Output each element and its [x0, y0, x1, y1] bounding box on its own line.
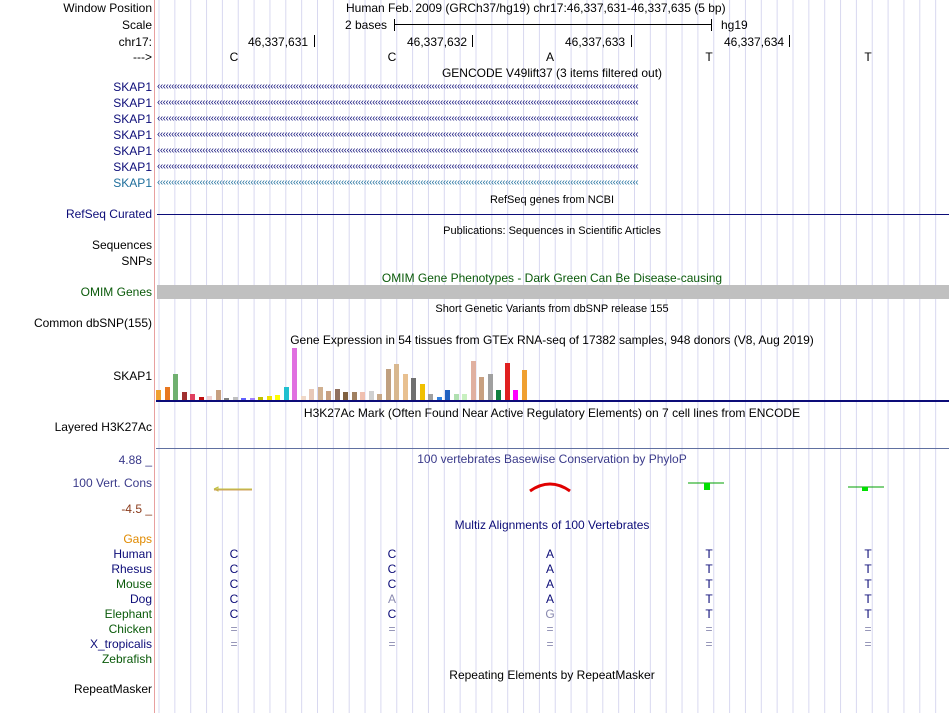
gtex-bar-chart[interactable]: [156, 348, 556, 400]
dbsnp-track-title[interactable]: Short Genetic Variants from dbSNP release 155: [435, 303, 669, 315]
alignment-base: =: [546, 637, 554, 651]
position-tick: [314, 35, 315, 47]
h3k27ac-track-title[interactable]: H3K27Ac Mark (Often Found Near Active Regulatory Elements) on 7 cell lines from ENCODE: [303, 406, 801, 420]
alignment-base: T: [864, 562, 872, 576]
reference-base: C: [387, 50, 397, 64]
omim-track-title[interactable]: OMIM Gene Phenotypes - Dark Green Can Be Disease-causing: [381, 271, 723, 285]
gencode-gene-arrows[interactable]: ‹‹‹‹‹‹‹‹‹‹‹‹‹‹‹‹‹‹‹‹‹‹‹‹‹‹‹‹‹‹‹‹‹‹‹‹‹‹‹‹‹‹‹‹‹‹‹‹‹‹‹‹‹‹‹‹‹‹‹‹‹‹‹‹‹‹‹‹‹‹‹‹‹‹‹‹‹‹‹‹‹‹‹‹‹‹‹‹‹‹‹‹‹‹‹‹‹‹‹‹‹‹‹‹‹‹‹‹‹‹‹‹‹‹‹‹‹‹‹‹‹‹‹‹‹‹‹‹‹‹‹‹‹‹‹‹‹‹‹‹‹‹‹‹‹‹‹‹‹‹‹‹‹‹‹‹‹‹‹‹‹‹‹‹‹‹‹‹‹‹: [157, 129, 639, 140]
gencode-item-label[interactable]: SKAP1: [113, 112, 152, 126]
gtex-tissue-bar[interactable]: [411, 378, 416, 400]
snps-label[interactable]: SNPs: [121, 254, 152, 268]
phylop-min-label: -4.5 _: [121, 502, 152, 516]
gencode-item-label[interactable]: SKAP1: [113, 128, 152, 142]
alignment-base: =: [864, 622, 872, 636]
phylop-track-title[interactable]: 100 vertebrates Basewise Conservation by PhyloP: [417, 452, 687, 466]
phylop-bar: [862, 487, 868, 491]
species-label[interactable]: Gaps: [123, 532, 152, 546]
alignment-base: C: [229, 577, 239, 591]
gencode-gene-arrows[interactable]: ‹‹‹‹‹‹‹‹‹‹‹‹‹‹‹‹‹‹‹‹‹‹‹‹‹‹‹‹‹‹‹‹‹‹‹‹‹‹‹‹‹‹‹‹‹‹‹‹‹‹‹‹‹‹‹‹‹‹‹‹‹‹‹‹‹‹‹‹‹‹‹‹‹‹‹‹‹‹‹‹‹‹‹‹‹‹‹‹‹‹‹‹‹‹‹‹‹‹‹‹‹‹‹‹‹‹‹‹‹‹‹‹‹‹‹‹‹‹‹‹‹‹‹‹‹‹‹‹‹‹‹‹‹‹‹‹‹‹‹‹‹‹‹‹‹‹‹‹‹‹‹‹‹‹‹‹‹‹‹‹‹‹‹‹‹‹‹‹‹‹: [157, 113, 639, 124]
alignment-base: A: [545, 547, 555, 561]
alignment-base: C: [387, 577, 397, 591]
gtex-tissue-bar[interactable]: [309, 389, 314, 400]
sequences-label[interactable]: Sequences: [91, 238, 152, 252]
species-label[interactable]: Dog: [129, 592, 152, 606]
gtex-tissue-bar[interactable]: [284, 387, 289, 400]
alignment-base: T: [864, 592, 872, 606]
gencode-item-label[interactable]: SKAP1: [113, 144, 152, 158]
gtex-tissue-bar[interactable]: [318, 387, 323, 400]
gtex-tissue-bar[interactable]: [335, 389, 340, 400]
gtex-tissue-bar[interactable]: [420, 384, 425, 400]
gtex-tissue-bar[interactable]: [343, 392, 348, 400]
gtex-tissue-bar[interactable]: [488, 374, 493, 400]
gtex-tissue-bar[interactable]: [522, 370, 527, 400]
alignment-base: =: [705, 622, 713, 636]
scale-value: 2 bases: [345, 18, 388, 32]
gtex-tissue-bar[interactable]: [403, 374, 408, 400]
gencode-gene-arrows[interactable]: ‹‹‹‹‹‹‹‹‹‹‹‹‹‹‹‹‹‹‹‹‹‹‹‹‹‹‹‹‹‹‹‹‹‹‹‹‹‹‹‹‹‹‹‹‹‹‹‹‹‹‹‹‹‹‹‹‹‹‹‹‹‹‹‹‹‹‹‹‹‹‹‹‹‹‹‹‹‹‹‹‹‹‹‹‹‹‹‹‹‹‹‹‹‹‹‹‹‹‹‹‹‹‹‹‹‹‹‹‹‹‹‹‹‹‹‹‹‹‹‹‹‹‹‹‹‹‹‹‹‹‹‹‹‹‹‹‹‹‹‹‹‹‹‹‹‹‹‹‹‹‹‹‹‹‹‹‹‹‹‹‹‹‹‹‹‹‹‹‹‹: [157, 81, 639, 92]
alignment-base: T: [705, 562, 713, 576]
position-label: 46,337,631: [248, 35, 309, 49]
species-label[interactable]: X_tropicalis: [89, 637, 152, 651]
species-label[interactable]: Human: [113, 547, 152, 561]
reference-base: T: [705, 50, 713, 64]
alignment-base: A: [387, 592, 397, 606]
reference-base: C: [229, 50, 239, 64]
scale-label: Scale: [121, 18, 152, 32]
multiz-track-title[interactable]: Multiz Alignments of 100 Vertebrates: [454, 518, 650, 532]
gtex-baseline: [156, 400, 949, 402]
omim-gene-bar[interactable]: [157, 285, 949, 299]
alignment-base: =: [388, 637, 396, 651]
reference-base: A: [545, 50, 555, 64]
alignment-base: A: [545, 577, 555, 591]
refseq-gene-line[interactable]: [157, 214, 949, 215]
gtex-tissue-bar[interactable]: [182, 392, 187, 400]
repeatmasker-label[interactable]: RepeatMasker: [73, 682, 152, 696]
gtex-track-title[interactable]: Gene Expression in 54 tissues from GTEx RNA-seq of 17382 samples, 948 donors (V8, Aug 2019): [290, 333, 814, 347]
window-position-value: Human Feb. 2009 (GRCh37/hg19) chr17:46,337,631-46,337,635 (5 bp): [346, 1, 726, 15]
refseq-track-title[interactable]: RefSeq genes from NCBI: [489, 194, 615, 206]
gtex-tissue-bar[interactable]: [505, 363, 510, 400]
scale-bar-left-tick: [394, 19, 395, 31]
phylop-plot[interactable]: [156, 475, 950, 495]
alignment-base: C: [387, 607, 397, 621]
position-label: 46,337,633: [565, 35, 626, 49]
gencode-track-title[interactable]: GENCODE V49lift37 (3 items filtered out): [441, 66, 663, 80]
chrom-label: chr17:: [118, 35, 152, 49]
gtex-tissue-bar[interactable]: [165, 387, 170, 400]
gtex-tissue-bar[interactable]: [513, 390, 518, 400]
phylop-max-label: 4.88 _: [118, 453, 152, 467]
alignment-base: C: [387, 562, 397, 576]
alignment-base: C: [229, 592, 239, 606]
alignment-base: C: [229, 562, 239, 576]
h3k27ac-label[interactable]: Layered H3K27Ac: [54, 420, 152, 434]
alignment-base: G: [545, 607, 555, 621]
species-label[interactable]: Elephant: [104, 607, 152, 621]
strand-label: --->: [133, 50, 152, 64]
alignment-base: A: [545, 592, 555, 606]
gencode-item-label[interactable]: SKAP1: [113, 96, 152, 110]
position-label: 46,337,634: [724, 35, 785, 49]
gtex-tissue-bar[interactable]: [394, 364, 399, 400]
phylop-label[interactable]: 100 Vert. Cons: [72, 476, 152, 490]
left-guide-line: [154, 0, 155, 713]
reference-base: T: [864, 50, 872, 64]
alignment-base: =: [388, 622, 396, 636]
gtex-tissue-bar[interactable]: [369, 391, 374, 400]
gtex-tissue-bar[interactable]: [216, 390, 221, 400]
gtex-tissue-bar[interactable]: [326, 391, 331, 400]
omim-label[interactable]: OMIM Genes: [80, 285, 152, 299]
alignment-base: T: [864, 577, 872, 591]
gtex-tissue-bar[interactable]: [352, 392, 357, 400]
gencode-gene-arrows[interactable]: ‹‹‹‹‹‹‹‹‹‹‹‹‹‹‹‹‹‹‹‹‹‹‹‹‹‹‹‹‹‹‹‹‹‹‹‹‹‹‹‹‹‹‹‹‹‹‹‹‹‹‹‹‹‹‹‹‹‹‹‹‹‹‹‹‹‹‹‹‹‹‹‹‹‹‹‹‹‹‹‹‹‹‹‹‹‹‹‹‹‹‹‹‹‹‹‹‹‹‹‹‹‹‹‹‹‹‹‹‹‹‹‹‹‹‹‹‹‹‹‹‹‹‹‹‹‹‹‹‹‹‹‹‹‹‹‹‹‹‹‹‹‹‹‹‹‹‹‹‹‹‹‹‹‹‹‹‹‹‹‹‹‹‹‹‹‹‹‹‹‹: [157, 97, 639, 108]
gtex-tissue-bar[interactable]: [173, 374, 178, 400]
dbsnp-label[interactable]: Common dbSNP(155): [33, 316, 152, 330]
scale-bar-right-tick: [711, 19, 712, 31]
phylop-peak: [530, 484, 570, 491]
alignment-base: T: [705, 577, 713, 591]
species-label[interactable]: Zebrafish: [101, 652, 152, 666]
alignment-base: =: [705, 637, 713, 651]
position-tick: [472, 35, 473, 47]
gtex-tissue-bar[interactable]: [360, 392, 365, 400]
gtex-tissue-bar[interactable]: [156, 390, 161, 400]
publications-track-title[interactable]: Publications: Sequences in Scientific Articles: [443, 225, 661, 237]
gencode-item-label[interactable]: SKAP1: [113, 160, 152, 174]
gencode-item-label[interactable]: SKAP1: [113, 80, 152, 94]
gtex-label[interactable]: SKAP1: [113, 369, 152, 383]
gencode-gene-arrows[interactable]: ‹‹‹‹‹‹‹‹‹‹‹‹‹‹‹‹‹‹‹‹‹‹‹‹‹‹‹‹‹‹‹‹‹‹‹‹‹‹‹‹‹‹‹‹‹‹‹‹‹‹‹‹‹‹‹‹‹‹‹‹‹‹‹‹‹‹‹‹‹‹‹‹‹‹‹‹‹‹‹‹‹‹‹‹‹‹‹‹‹‹‹‹‹‹‹‹‹‹‹‹‹‹‹‹‹‹‹‹‹‹‹‹‹‹‹‹‹‹‹‹‹‹‹‹‹‹‹‹‹‹‹‹‹‹‹‹‹‹‹‹‹‹‹‹‹‹‹‹‹‹‹‹‹‹‹‹‹‹‹‹‹‹‹‹‹‹‹‹‹‹: [157, 177, 639, 188]
alignment-base: =: [864, 637, 872, 651]
gtex-tissue-bar[interactable]: [292, 348, 297, 400]
species-label[interactable]: Chicken: [108, 622, 152, 636]
alignment-base: T: [705, 592, 713, 606]
alignment-base: T: [864, 607, 872, 621]
gtex-tissue-bar[interactable]: [445, 390, 450, 400]
h3k27ac-baseline: [156, 448, 949, 449]
position-tick: [631, 35, 632, 47]
alignment-base: C: [387, 547, 397, 561]
alignment-base: T: [864, 547, 872, 561]
gtex-tissue-bar[interactable]: [386, 369, 391, 400]
alignment-base: T: [705, 547, 713, 561]
gencode-item-label[interactable]: SKAP1: [113, 176, 152, 190]
alignment-base: C: [229, 547, 239, 561]
alignment-base: =: [230, 622, 238, 636]
gtex-tissue-bar[interactable]: [479, 377, 484, 400]
refseq-label[interactable]: RefSeq Curated: [65, 207, 152, 221]
gencode-gene-arrows[interactable]: ‹‹‹‹‹‹‹‹‹‹‹‹‹‹‹‹‹‹‹‹‹‹‹‹‹‹‹‹‹‹‹‹‹‹‹‹‹‹‹‹‹‹‹‹‹‹‹‹‹‹‹‹‹‹‹‹‹‹‹‹‹‹‹‹‹‹‹‹‹‹‹‹‹‹‹‹‹‹‹‹‹‹‹‹‹‹‹‹‹‹‹‹‹‹‹‹‹‹‹‹‹‹‹‹‹‹‹‹‹‹‹‹‹‹‹‹‹‹‹‹‹‹‹‹‹‹‹‹‹‹‹‹‹‹‹‹‹‹‹‹‹‹‹‹‹‹‹‹‹‹‹‹‹‹‹‹‹‹‹‹‹‹‹‹‹‹‹‹‹‹: [157, 145, 639, 156]
alignment-base: =: [546, 622, 554, 636]
scale-assembly: hg19: [721, 18, 748, 32]
scale-bar: [394, 24, 712, 25]
alignment-base: A: [545, 562, 555, 576]
alignment-base: T: [705, 607, 713, 621]
window-position-label: Window Position: [63, 1, 152, 15]
species-label[interactable]: Mouse: [115, 577, 152, 591]
alignment-base: =: [230, 637, 238, 651]
position-tick: [789, 35, 790, 47]
gtex-tissue-bar[interactable]: [471, 361, 476, 400]
species-label[interactable]: Rhesus: [111, 562, 152, 576]
alignment-base: C: [229, 607, 239, 621]
phylop-bar: [704, 483, 710, 490]
position-label: 46,337,632: [407, 35, 468, 49]
repeatmasker-track-title[interactable]: Repeating Elements by RepeatMasker: [449, 668, 655, 682]
gtex-tissue-bar[interactable]: [496, 390, 501, 400]
gencode-gene-arrows[interactable]: ‹‹‹‹‹‹‹‹‹‹‹‹‹‹‹‹‹‹‹‹‹‹‹‹‹‹‹‹‹‹‹‹‹‹‹‹‹‹‹‹‹‹‹‹‹‹‹‹‹‹‹‹‹‹‹‹‹‹‹‹‹‹‹‹‹‹‹‹‹‹‹‹‹‹‹‹‹‹‹‹‹‹‹‹‹‹‹‹‹‹‹‹‹‹‹‹‹‹‹‹‹‹‹‹‹‹‹‹‹‹‹‹‹‹‹‹‹‹‹‹‹‹‹‹‹‹‹‹‹‹‹‹‹‹‹‹‹‹‹‹‹‹‹‹‹‹‹‹‹‹‹‹‹‹‹‹‹‹‹‹‹‹‹‹‹‹‹‹‹‹: [157, 161, 639, 172]
